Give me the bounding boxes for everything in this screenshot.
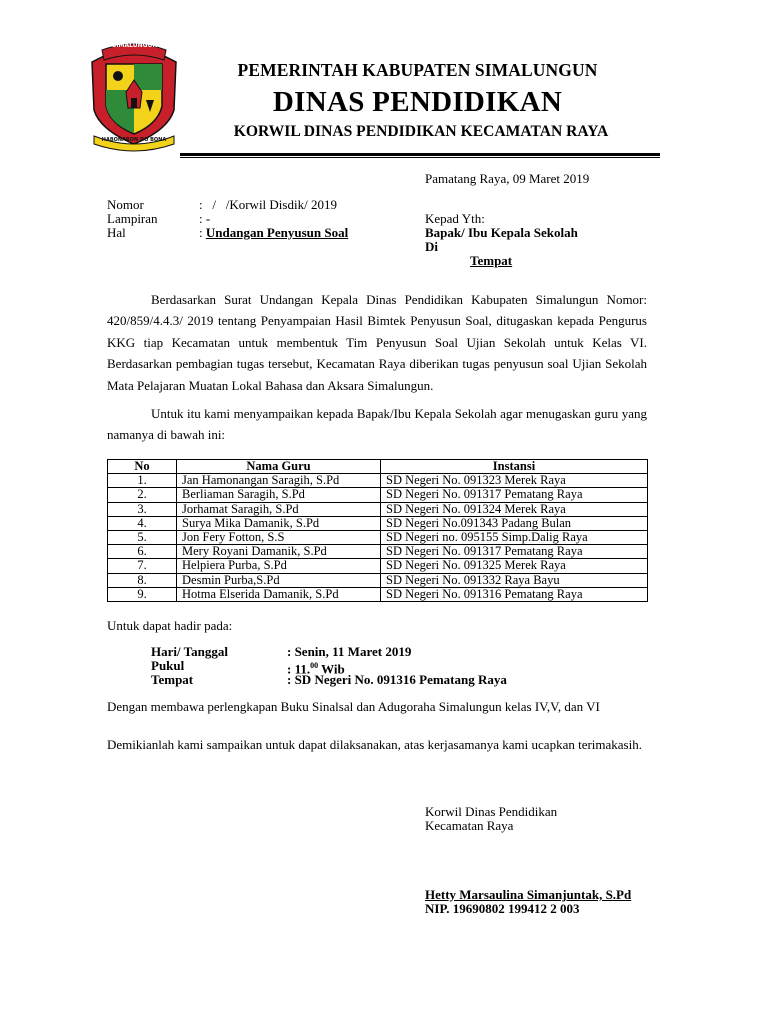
teacher-name: Helpiera Purba, S.Pd <box>177 559 381 573</box>
institution: SD Negeri No. 091323 Merek Raya <box>381 474 648 488</box>
row-number: 2. <box>108 488 177 502</box>
teacher-name: Desmin Purba,S.Pd <box>177 573 381 587</box>
table-row <box>108 545 648 559</box>
row-number: 7. <box>108 559 177 573</box>
nomor-value: : / /Korwil Disdik/ 2019 <box>199 197 337 212</box>
table-row <box>108 516 648 530</box>
letterhead-rule-thin <box>180 157 660 158</box>
department-heading: DINAS PENDIDIKAN <box>272 86 563 118</box>
recipient-di: Di <box>425 239 438 254</box>
institution: SD Negeri No. 091324 Merek Raya <box>381 502 648 516</box>
table-header-row <box>108 460 648 474</box>
lampiran-value: : - <box>199 211 211 226</box>
government-heading: PEMERINTAH KABUPATEN SIMALUNGUN <box>237 60 598 80</box>
teacher-name: Jan Hamonangan Saragih, S.Pd <box>177 474 381 488</box>
row-number: 3. <box>108 502 177 516</box>
row-number: 9. <box>108 587 177 601</box>
table-row <box>108 587 648 601</box>
row-number: 5. <box>108 530 177 544</box>
attend-day-value: : Senin, 11 Maret 2019 <box>287 644 412 659</box>
row-number: 8. <box>108 573 177 587</box>
attend-intro: Untuk dapat hadir pada: <box>107 618 233 633</box>
row-number: 1. <box>108 474 177 488</box>
closing-thanks: Demikianlah kami sampaikan untuk dapat dilaksanakan, atas kerjasamanya kami ucapkan terimakasih. <box>107 737 642 752</box>
simalungun-emblem-logo <box>88 40 180 152</box>
office-heading: KORWIL DINAS PENDIDIKAN KECAMATAN RAYA <box>233 123 609 140</box>
attend-place-label: Tempat <box>151 672 194 687</box>
body-paragraph-1: Berdasarkan Surat Undangan Kepala Dinas Pendidikan Kabupaten Simalungun Nomor: 420/859/4.4.3/ 2019 tentang Penyampaian Hasil Bimtek Penyusun Soal, ditugaskan kepada Pengurus KKG tiap Kecamatan untuk membentuk Tim Penyusun Soal Ujian Sekolah untuk Kelas VI. Berdasarkan pembagian tugas tersebut, Kecamatan Raya diberikan tugas penyusun soal Ujian Sekolah Mata Pelajaran Muatan Lokal Bahasa dan Aksara Simalungun. <box>107 292 647 393</box>
signature-office-line-1: Korwil Dinas Pendidikan <box>425 804 558 819</box>
row-number: 6. <box>108 545 177 559</box>
institution: SD Negeri No. 091332 Raya Bayu <box>381 573 648 587</box>
attend-time-sup: 00 <box>310 661 319 670</box>
column-header-name: Nama Guru <box>177 460 381 474</box>
signature-name: Hetty Marsaulina Simanjuntak, S.Pd <box>425 887 632 902</box>
teacher-name: Hotma Elserida Damanik, S.Pd <box>177 587 381 601</box>
emblem-motto-text: HABONARON DO BONA <box>101 137 167 143</box>
teacher-name: Berliaman Saragih, S.Pd <box>177 488 381 502</box>
column-header-no: No <box>108 460 177 474</box>
table-row <box>108 530 648 544</box>
attend-time-suffix: Wib <box>318 661 345 677</box>
equipment-note: Dengan membawa perlengkapan Buku Sinalsal dan Adugoraha Simalungun kelas IV,V, dan VI <box>107 699 600 714</box>
institution: SD Negeri No.091343 Padang Bulan <box>381 516 648 530</box>
emblem-graphic <box>88 40 180 152</box>
table-row <box>108 559 648 573</box>
table-row <box>108 488 648 502</box>
hal-value: Undangan Penyusun Soal <box>205 225 349 240</box>
teacher-name: Jon Fery Fotton, S.S <box>177 530 381 544</box>
institution: SD Negeri No. 091325 Merek Raya <box>381 559 648 573</box>
table-row <box>108 573 648 587</box>
institution: SD Negeri No. 091317 Pematang Raya <box>381 545 648 559</box>
lampiran-label: Lampiran <box>107 211 158 226</box>
teacher-table <box>107 459 648 602</box>
attend-day-label: Hari/ Tanggal <box>151 644 228 659</box>
institution: SD Negeri no. 095155 Simp.Dalig Raya <box>381 530 648 544</box>
attend-time-value: : 11. <box>287 661 311 677</box>
recipient-place: Tempat <box>470 253 513 268</box>
hal-colon: : <box>199 225 206 240</box>
table-row <box>108 502 648 516</box>
recipient-greeting: Kepad Yth: <box>425 211 485 226</box>
nomor-label: Nomor <box>107 197 144 212</box>
teacher-name: Surya Mika Damanik, S.Pd <box>177 516 381 530</box>
attend-time-label: Pukul <box>151 658 185 673</box>
place-date: Pamatang Raya, 09 Maret 2019 <box>425 171 590 186</box>
recipient-name: Bapak/ Ibu Kepala Sekolah <box>425 225 578 240</box>
row-number: 4. <box>108 516 177 530</box>
teacher-name: Mery Royani Damanik, S.Pd <box>177 545 381 559</box>
signature-office-line-2: Kecamatan Raya <box>425 818 514 833</box>
attend-place-value: : SD Negeri No. 091316 Pematang Raya <box>287 672 507 687</box>
table-row <box>108 474 648 488</box>
hal-row <box>199 225 348 241</box>
emblem-top-text: SIMALUNGUN <box>112 42 158 49</box>
column-header-institution: Instansi <box>381 460 648 474</box>
body-paragraph-2: Untuk itu kami menyampaikan kepada Bapak/Ibu Kepala Sekolah agar menugaskan guru yang namanya di bawah ini: <box>107 406 647 443</box>
institution: SD Negeri No. 091317 Pematang Raya <box>381 488 648 502</box>
institution: SD Negeri No. 091316 Pematang Raya <box>381 587 648 601</box>
hal-label: Hal <box>107 225 126 240</box>
signature-nip: NIP. 19690802 199412 2 003 <box>425 901 580 916</box>
teacher-name: Jorhamat Saragih, S.Pd <box>177 502 381 516</box>
letterhead-rule-thick <box>180 153 660 156</box>
